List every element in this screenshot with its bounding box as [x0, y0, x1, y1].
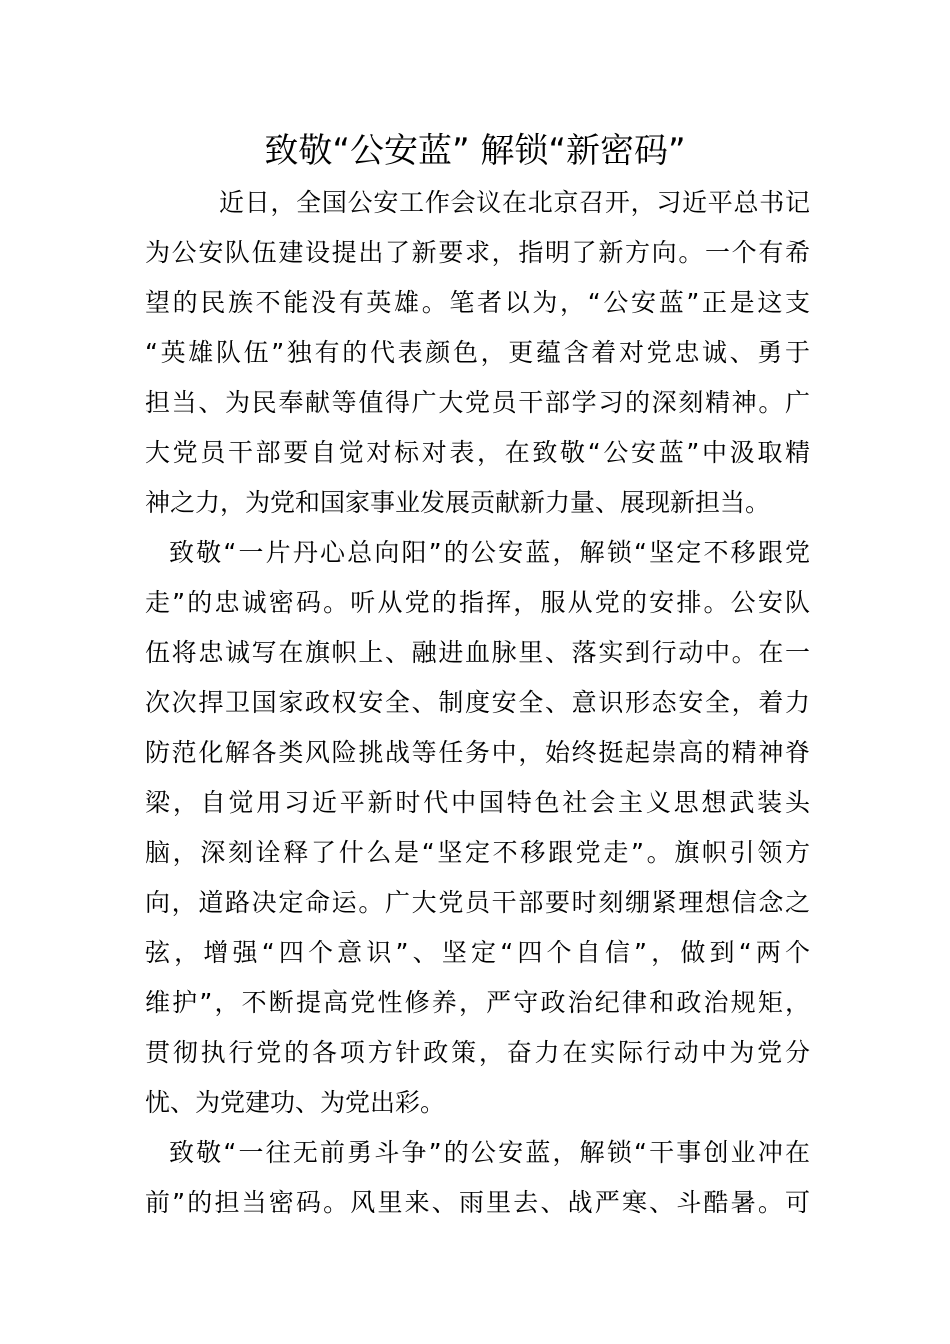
paragraph-line: 弦，增强“四个意识”、坚定“四个自信”，做到“两个 [145, 938, 810, 967]
paragraph-line: 望的民族不能没有英雄。笔者以为，“公安蓝”正是这支 [145, 288, 810, 317]
paragraph-line: 前”的担当密码。风里来、雨里去、战严寒、斗酷暑。可 [145, 1188, 810, 1217]
paragraph-line: “英雄队伍”独有的代表颜色，更蕴含着对党忠诚、勇于 [145, 338, 810, 367]
paragraph-3 [145, 1128, 810, 1228]
paragraph-line: 走”的忠诚密码。听从党的指挥，服从党的安排。公安队 [145, 588, 810, 617]
paragraph-line: 近日，全国公安工作会议在北京召开，习近平总书记 [219, 188, 810, 217]
paragraph-line: 维护”，不断提高党性修养，严守政治纪律和政治规矩， [145, 988, 810, 1017]
paragraph-line: 忧、为党建功、为党出彩。 [145, 1088, 446, 1117]
paragraph-line: 致敬“一往无前勇斗争”的公安蓝，解锁“干事创业冲在 [169, 1138, 810, 1167]
paragraph-line: 梁，自觉用习近平新时代中国特色社会主义思想武装头 [145, 788, 810, 817]
paragraph-2 [145, 528, 810, 1128]
document-body [145, 178, 810, 1228]
paragraph-line: 伍将忠诚写在旗帜上、融进血脉里、落实到行动中。在一 [145, 638, 810, 667]
paragraph-line: 为公安队伍建设提出了新要求，指明了新方向。一个有希 [145, 238, 810, 267]
paragraph-line: 防范化解各类风险挑战等任务中，始终挺起崇高的精神脊 [145, 738, 810, 767]
paragraph-line: 向，道路决定命运。广大党员干部要时刻绷紧理想信念之 [145, 888, 810, 917]
paragraph-line: 次次捍卫国家政权安全、制度安全、意识形态安全，着力 [145, 688, 810, 717]
paragraph-line: 致敬“一片丹心总向阳”的公安蓝，解锁“坚定不移跟党 [169, 538, 810, 567]
paragraph-line: 神之力，为党和国家事业发展贡献新力量、展现新担当。 [145, 488, 771, 517]
paragraph-line: 贯彻执行党的各项方针政策，奋力在实际行动中为党分 [145, 1038, 810, 1067]
paragraph-line: 脑，深刻诠释了什么是“坚定不移跟党走”。旗帜引领方 [145, 838, 810, 867]
paragraph-line: 大党员干部要自觉对标对表，在致敬“公安蓝”中汲取精 [145, 438, 810, 467]
document-title: 致敬“公安蓝” 解锁“新密码” [264, 131, 686, 171]
paragraph-1 [145, 178, 810, 528]
paragraph-line: 担当、为民奉献等值得广大党员干部学习的深刻精神。广 [145, 388, 810, 417]
